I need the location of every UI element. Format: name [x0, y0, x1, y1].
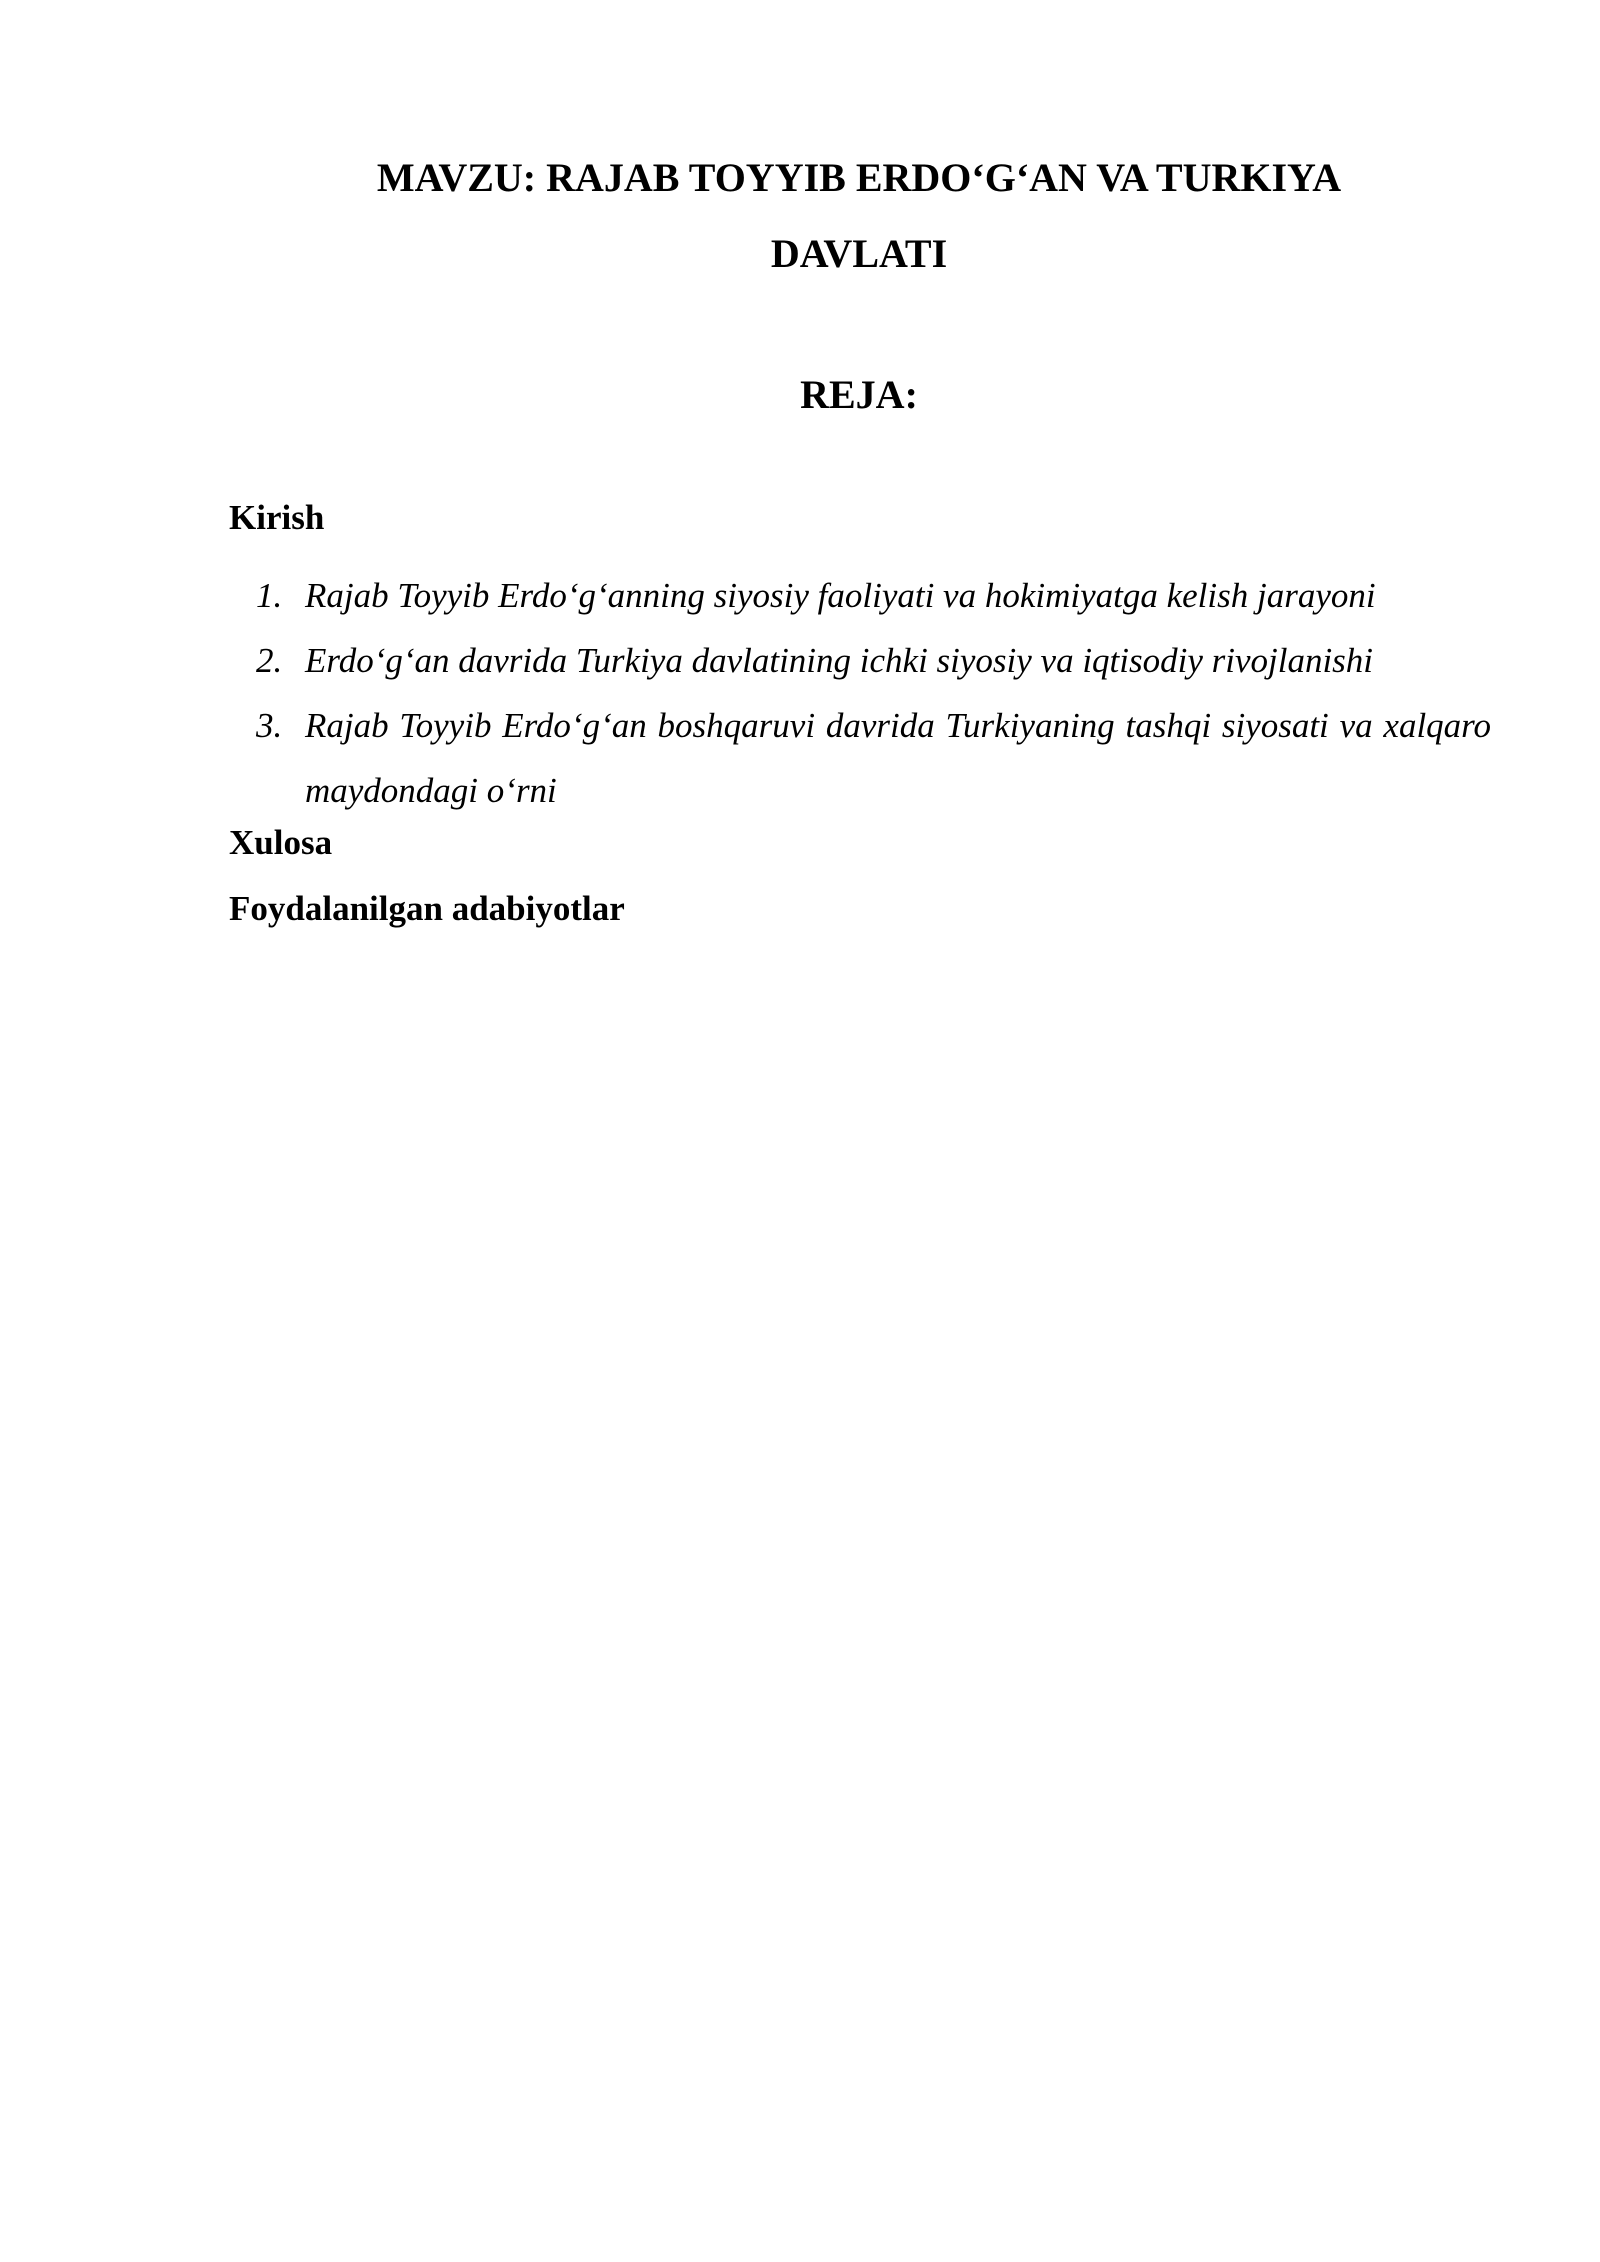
- plan-item-text: Rajab Toyyib Erdo‘g‘anning siyosiy faoliyati va hokimiyatga kelish jarayoni: [305, 576, 1376, 615]
- plan-heading: REJA:: [800, 372, 918, 417]
- document-title-line-2: DAVLATI: [770, 231, 948, 276]
- references-heading: Foydalanilgan adabiyotlar: [229, 889, 625, 928]
- plan-item-text: Erdo‘g‘an davrida Turkiya davlatining ichki siyosiy va iqtisodiy rivojlanishi: [305, 641, 1374, 680]
- plan-list: [229, 563, 1491, 823]
- conclusion-heading: Xulosa: [229, 823, 333, 862]
- plan-item-number: 2.: [256, 641, 283, 680]
- plan-item-number: 3.: [256, 706, 283, 745]
- plan-item-3: [229, 693, 1491, 823]
- document-title-line-1: MAVZU: RAJAB TOYYIB ERDO‘G‘AN VA TURKIYA: [376, 155, 1342, 200]
- plan-item-text: Rajab Toyyib Erdo‘g‘an boshqaruvi davrida Turkiyaning tashqi siyosati va xalqaro maydondagi o‘rni: [305, 706, 1491, 810]
- plan-item-1: [229, 563, 1491, 628]
- intro-heading: Kirish: [229, 498, 325, 537]
- plan-item-number: 1.: [256, 576, 283, 615]
- plan-item-2: [229, 628, 1491, 693]
